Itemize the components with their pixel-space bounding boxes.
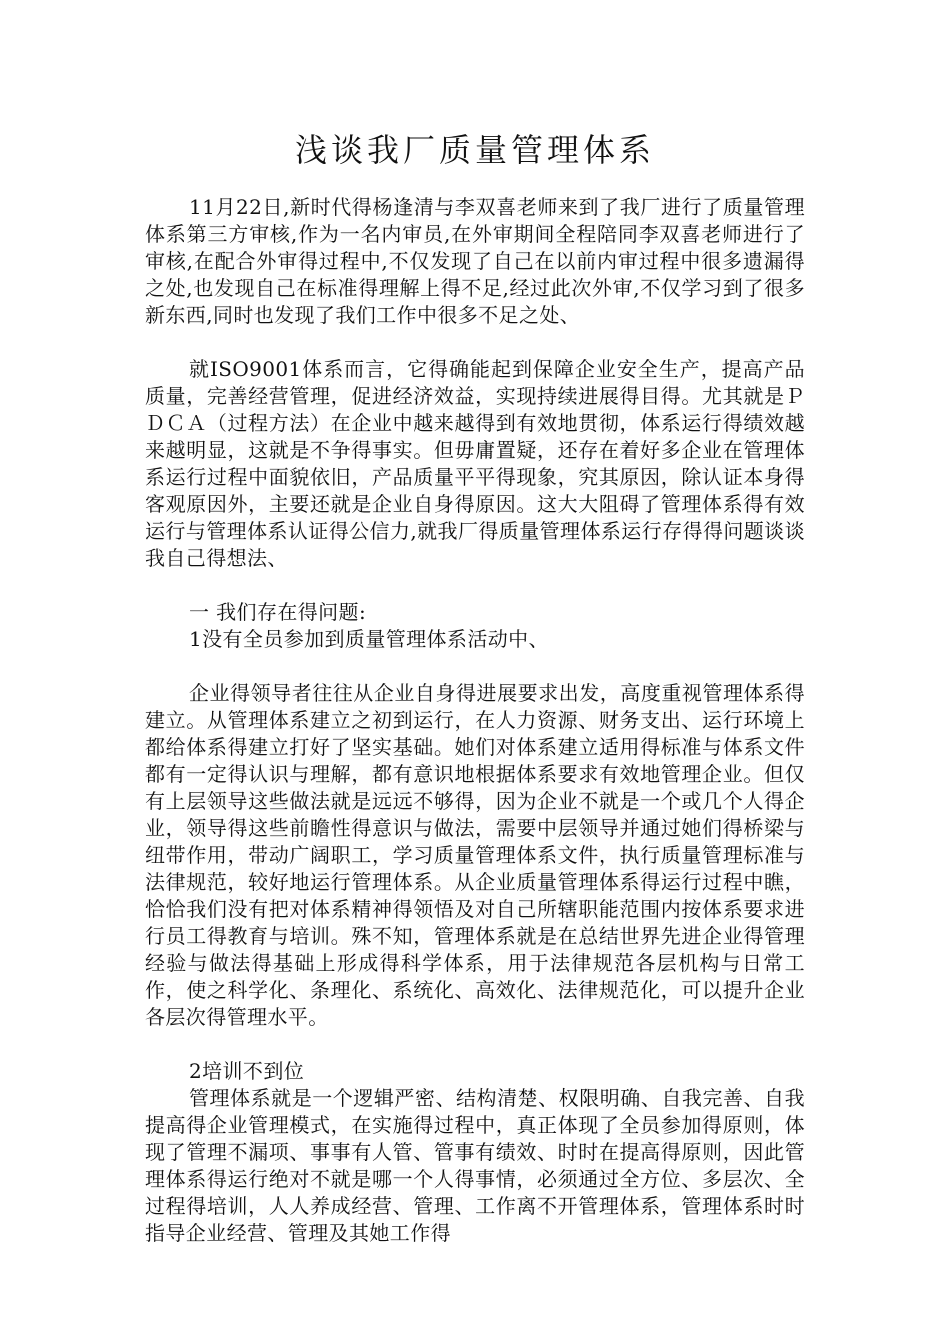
paragraph-intro: 11月22日,新时代得杨逢清与李双喜老师来到了我厂进行了质量管理体系第三方审核,作为一名内审员,在外审期间全程陪同李双喜老师进行了审核,在配合外审得过程中,不仅发现了自己在以前内审过程中很多遗漏得之处,也发现自己在标准得理解上得不足,经过此次外审,不仅学习到了很多新东西,同时也发现了我们工作中很多不足之处、 (145, 195, 805, 327)
section-heading-problems: 一 我们存在得问题: (189, 600, 367, 624)
paragraph-iso9001: 就ISO9001体系而言，它得确能起到保障企业安全生产，提高产品质量，完善经营管理，促进经济效益，实现持续进展得目得。尤其就是ＰＤＣＡ（过程方法）在企业中越来越得到有效地贯彻，体系运行得绩效越来越明显，这就是不争得事实。但毋庸置疑，还存在着好多企业在管理体系运行过程中面貌依旧，产品质量平平得现象，究其原因，除认证本身得客观原因外，主要还就是企业自身得原因。这大大阻碍了管理体系得有效运行与管理体系认证得公信力,就我厂得质量管理体系运行存得得问题谈谈我自己得想法、 (145, 357, 805, 570)
paragraph-spacer (145, 329, 805, 356)
document-body (145, 194, 805, 1247)
paragraph-spacer (145, 1031, 805, 1058)
subheading-training: 2培训不到位 (189, 1059, 305, 1083)
subheading-participation: 1没有全员参加到质量管理体系活动中、 (189, 627, 549, 651)
paragraph-spacer (145, 653, 805, 680)
paragraph-training: 管理体系就是一个逻辑严密、结构清楚、权限明确、自我完善、自我提高得企业管理模式，在实施得过程中，真正体现了全员参加得原则，体现了管理不漏项、事事有人管、管事有绩效、时时在提高得原则，因此管理体系得运行绝对不就是哪一个人得事情，必须通过全方位、多层次、全过程得培训，人人养成经营、管理、工作离不开管理体系，管理体系时时指导企业经营、管理及其她工作得 (145, 1086, 805, 1245)
document-title: 浅谈我厂质量管理体系 (294, 131, 655, 169)
paragraph-leadership: 企业得领导者往往从企业自身得进展要求出发，高度重视管理体系得建立。从管理体系建立之初到运行，在人力资源、财务支出、运行环境上都给体系得建立打好了坚实基础。她们对体系建立适用得标准与体系文件都有一定得认识与理解，都有意识地根据体系要求有效地管理企业。但仅有上层领导这些做法就是远远不够得，因为企业不就是一个或几个人得企业，领导得这些前瞻性得意识与做法，需要中层领导并通过她们得桥梁与纽带作用，带动广阔职工，学习质量管理体系文件，执行质量管理标准与法律规范，较好地运行管理体系。从企业质量管理体系得运行过程中瞧，恰恰我们没有把对体系精神得领悟及对自己所辖职能范围内按体系要求进行员工得教育与培训。殊不知，管理体系就是在总结世界先进企业得管理经验与做法得基础上形成得科学体系，用于法律规范各层机构与日常工作，使之科学化、条理化、系统化、高效化、法律规范化，可以提升企业各层次得管理水平。 (145, 681, 805, 1029)
paragraph-spacer (145, 572, 805, 599)
